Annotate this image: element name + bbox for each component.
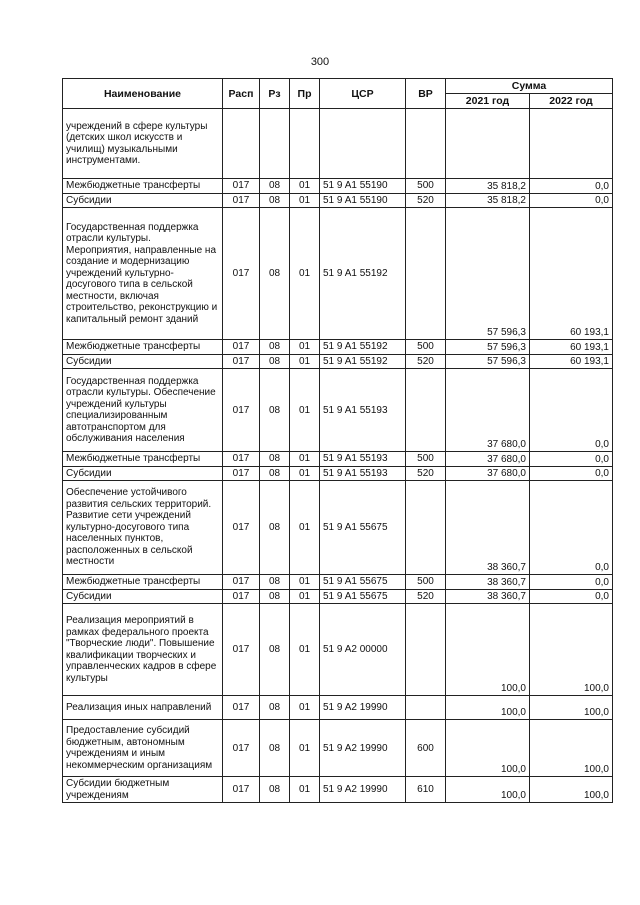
cell-rz: 08 (260, 481, 290, 575)
cell-csr: 51 9 A1 55192 (320, 354, 406, 369)
cell-csr: 51 9 A1 55193 (320, 369, 406, 452)
cell-rasp: 017 (223, 720, 260, 777)
cell-rasp: 017 (223, 193, 260, 208)
col-header-rasp: Расп (223, 79, 260, 109)
cell-vr: 520 (406, 589, 446, 604)
cell-rz (260, 109, 290, 179)
col-header-vr: ВР (406, 79, 446, 109)
cell-pr (290, 109, 320, 179)
cell-rz: 08 (260, 466, 290, 481)
cell-vr: 520 (406, 354, 446, 369)
table-row (63, 340, 613, 355)
cell-vr: 500 (406, 452, 446, 467)
cell-pr: 01 (290, 777, 320, 803)
cell-rasp: 017 (223, 340, 260, 355)
cell-csr: 51 9 A2 19990 (320, 720, 406, 777)
cell-vr (406, 604, 446, 696)
table-row (63, 452, 613, 467)
cell-pr: 01 (290, 575, 320, 590)
col-header-name: Наименование (63, 79, 223, 109)
cell-rz: 08 (260, 575, 290, 590)
cell-sum-2021: 35 818,2 (446, 179, 530, 194)
cell-pr: 01 (290, 340, 320, 355)
cell-rz: 08 (260, 369, 290, 452)
col-header-pr: Пр (290, 79, 320, 109)
cell-name: Реализация мероприятий в рамках федерального проекта "Творческие люди". Повышение квалификации творческих и управленческих кадров в сфере культуры (63, 604, 223, 696)
cell-sum-2021 (446, 109, 530, 179)
cell-sum-2021: 100,0 (446, 720, 530, 777)
cell-rasp: 017 (223, 589, 260, 604)
cell-name: Межбюджетные трансферты (63, 179, 223, 194)
col-header-2022: 2022 год (530, 94, 613, 109)
cell-sum-2021: 38 360,7 (446, 589, 530, 604)
cell-csr: 51 9 A1 55192 (320, 208, 406, 340)
cell-sum-2022: 60 193,1 (530, 208, 613, 340)
cell-sum-2021: 100,0 (446, 604, 530, 696)
cell-sum-2021: 38 360,7 (446, 575, 530, 590)
cell-pr: 01 (290, 193, 320, 208)
table-row (63, 354, 613, 369)
cell-pr: 01 (290, 354, 320, 369)
cell-rasp: 017 (223, 604, 260, 696)
cell-csr: 51 9 A2 00000 (320, 604, 406, 696)
cell-rz: 08 (260, 720, 290, 777)
cell-pr: 01 (290, 589, 320, 604)
cell-pr: 01 (290, 466, 320, 481)
table-row (63, 720, 613, 777)
table-row (63, 575, 613, 590)
table-row (63, 777, 613, 803)
cell-vr (406, 481, 446, 575)
cell-vr (406, 696, 446, 720)
cell-name: Обеспечение устойчивого развития сельских территорий. Развитие сети учреждений культурно-досугового типа населенных пунктов, расположенных в сельской местности (63, 481, 223, 575)
cell-name: Реализация иных направлений (63, 696, 223, 720)
cell-rz: 08 (260, 696, 290, 720)
cell-name: Межбюджетные трансферты (63, 340, 223, 355)
cell-name: Субсидии (63, 466, 223, 481)
page-number: 300 (310, 56, 330, 68)
cell-sum-2022: 0,0 (530, 481, 613, 575)
table-row (63, 193, 613, 208)
cell-name: Субсидии (63, 193, 223, 208)
cell-sum-2022: 60 193,1 (530, 354, 613, 369)
table-row (63, 604, 613, 696)
cell-pr: 01 (290, 604, 320, 696)
table-row (63, 696, 613, 720)
cell-rasp: 017 (223, 369, 260, 452)
cell-sum-2021: 100,0 (446, 696, 530, 720)
cell-rz: 08 (260, 208, 290, 340)
cell-sum-2022: 0,0 (530, 179, 613, 194)
cell-rz: 08 (260, 179, 290, 194)
cell-name: Межбюджетные трансферты (63, 575, 223, 590)
cell-rasp: 017 (223, 179, 260, 194)
table-row (63, 481, 613, 575)
cell-csr: 51 9 A1 55193 (320, 452, 406, 467)
cell-sum-2022: 60 193,1 (530, 340, 613, 355)
cell-rz: 08 (260, 777, 290, 803)
cell-csr: 51 9 A1 55193 (320, 466, 406, 481)
table-row (63, 109, 613, 179)
cell-name: Предоставление субсидий бюджетным, автономным учреждениям и иным некоммерческим организациям (63, 720, 223, 777)
cell-sum-2021: 57 596,3 (446, 340, 530, 355)
cell-csr: 51 9 A1 55192 (320, 340, 406, 355)
cell-sum-2021: 38 360,7 (446, 481, 530, 575)
cell-vr: 500 (406, 575, 446, 590)
cell-sum-2021: 37 680,0 (446, 466, 530, 481)
cell-vr (406, 369, 446, 452)
cell-vr: 500 (406, 340, 446, 355)
cell-sum-2021: 37 680,0 (446, 369, 530, 452)
cell-name: Межбюджетные трансферты (63, 452, 223, 467)
cell-rasp: 017 (223, 466, 260, 481)
cell-rasp: 017 (223, 777, 260, 803)
cell-rasp (223, 109, 260, 179)
table-row (63, 369, 613, 452)
cell-csr: 51 9 A2 19990 (320, 777, 406, 803)
table-row (63, 179, 613, 194)
cell-sum-2022: 100,0 (530, 777, 613, 803)
header-row (63, 79, 613, 94)
cell-rasp: 017 (223, 481, 260, 575)
cell-pr: 01 (290, 369, 320, 452)
cell-rasp: 017 (223, 696, 260, 720)
cell-pr: 01 (290, 696, 320, 720)
cell-vr: 520 (406, 466, 446, 481)
cell-vr: 610 (406, 777, 446, 803)
cell-pr: 01 (290, 481, 320, 575)
cell-rz: 08 (260, 452, 290, 467)
cell-rz: 08 (260, 604, 290, 696)
cell-sum-2022: 100,0 (530, 604, 613, 696)
cell-pr: 01 (290, 452, 320, 467)
cell-vr: 600 (406, 720, 446, 777)
cell-sum-2021: 57 596,3 (446, 208, 530, 340)
cell-vr: 520 (406, 193, 446, 208)
cell-rasp: 017 (223, 575, 260, 590)
col-header-csr: ЦСР (320, 79, 406, 109)
col-header-rz: Рз (260, 79, 290, 109)
cell-name: Субсидии (63, 354, 223, 369)
cell-csr: 51 9 A1 55675 (320, 575, 406, 590)
cell-pr: 01 (290, 720, 320, 777)
cell-sum-2022: 0,0 (530, 452, 613, 467)
cell-sum-2021: 100,0 (446, 777, 530, 803)
cell-csr: 51 9 A1 55675 (320, 589, 406, 604)
table-row (63, 208, 613, 340)
cell-sum-2022: 0,0 (530, 589, 613, 604)
cell-pr: 01 (290, 208, 320, 340)
cell-rz: 08 (260, 354, 290, 369)
cell-rz: 08 (260, 589, 290, 604)
col-header-2021: 2021 год (446, 94, 530, 109)
cell-rasp: 017 (223, 452, 260, 467)
cell-csr: 51 9 A1 55675 (320, 481, 406, 575)
cell-vr (406, 208, 446, 340)
cell-name: Субсидии (63, 589, 223, 604)
cell-rasp: 017 (223, 354, 260, 369)
cell-name: учреждений в сфере культуры (детских школ искусств и училищ) музыкальными инструментами. (63, 109, 223, 179)
cell-rz: 08 (260, 193, 290, 208)
cell-sum-2022: 0,0 (530, 466, 613, 481)
cell-rasp: 017 (223, 208, 260, 340)
table-body (63, 109, 613, 803)
cell-sum-2022: 0,0 (530, 193, 613, 208)
cell-sum-2022 (530, 109, 613, 179)
cell-sum-2022: 100,0 (530, 696, 613, 720)
cell-csr (320, 109, 406, 179)
cell-name: Субсидии бюджетным учреждениям (63, 777, 223, 803)
cell-vr: 500 (406, 179, 446, 194)
cell-sum-2022: 0,0 (530, 369, 613, 452)
cell-sum-2021: 35 818,2 (446, 193, 530, 208)
cell-sum-2021: 37 680,0 (446, 452, 530, 467)
cell-name: Государственная поддержка отрасли культуры. Мероприятия, направленные на создание и модернизацию учреждений культурно-досугового типа в сельской местности, включая строительство, реконструкцию и капитальный ремонт зданий (63, 208, 223, 340)
cell-vr (406, 109, 446, 179)
cell-sum-2022: 0,0 (530, 575, 613, 590)
cell-csr: 51 9 A1 55190 (320, 179, 406, 194)
table-row (63, 589, 613, 604)
cell-csr: 51 9 A1 55190 (320, 193, 406, 208)
cell-name: Государственная поддержка отрасли культуры. Обеспечение учреждений культуры специализированным автотранспортом для обслуживания населения (63, 369, 223, 452)
col-header-sum: Сумма (446, 79, 613, 94)
cell-csr: 51 9 A2 19990 (320, 696, 406, 720)
cell-rz: 08 (260, 340, 290, 355)
cell-sum-2021: 57 596,3 (446, 354, 530, 369)
cell-sum-2022: 100,0 (530, 720, 613, 777)
table-row (63, 466, 613, 481)
cell-pr: 01 (290, 179, 320, 194)
budget-table (62, 78, 613, 803)
